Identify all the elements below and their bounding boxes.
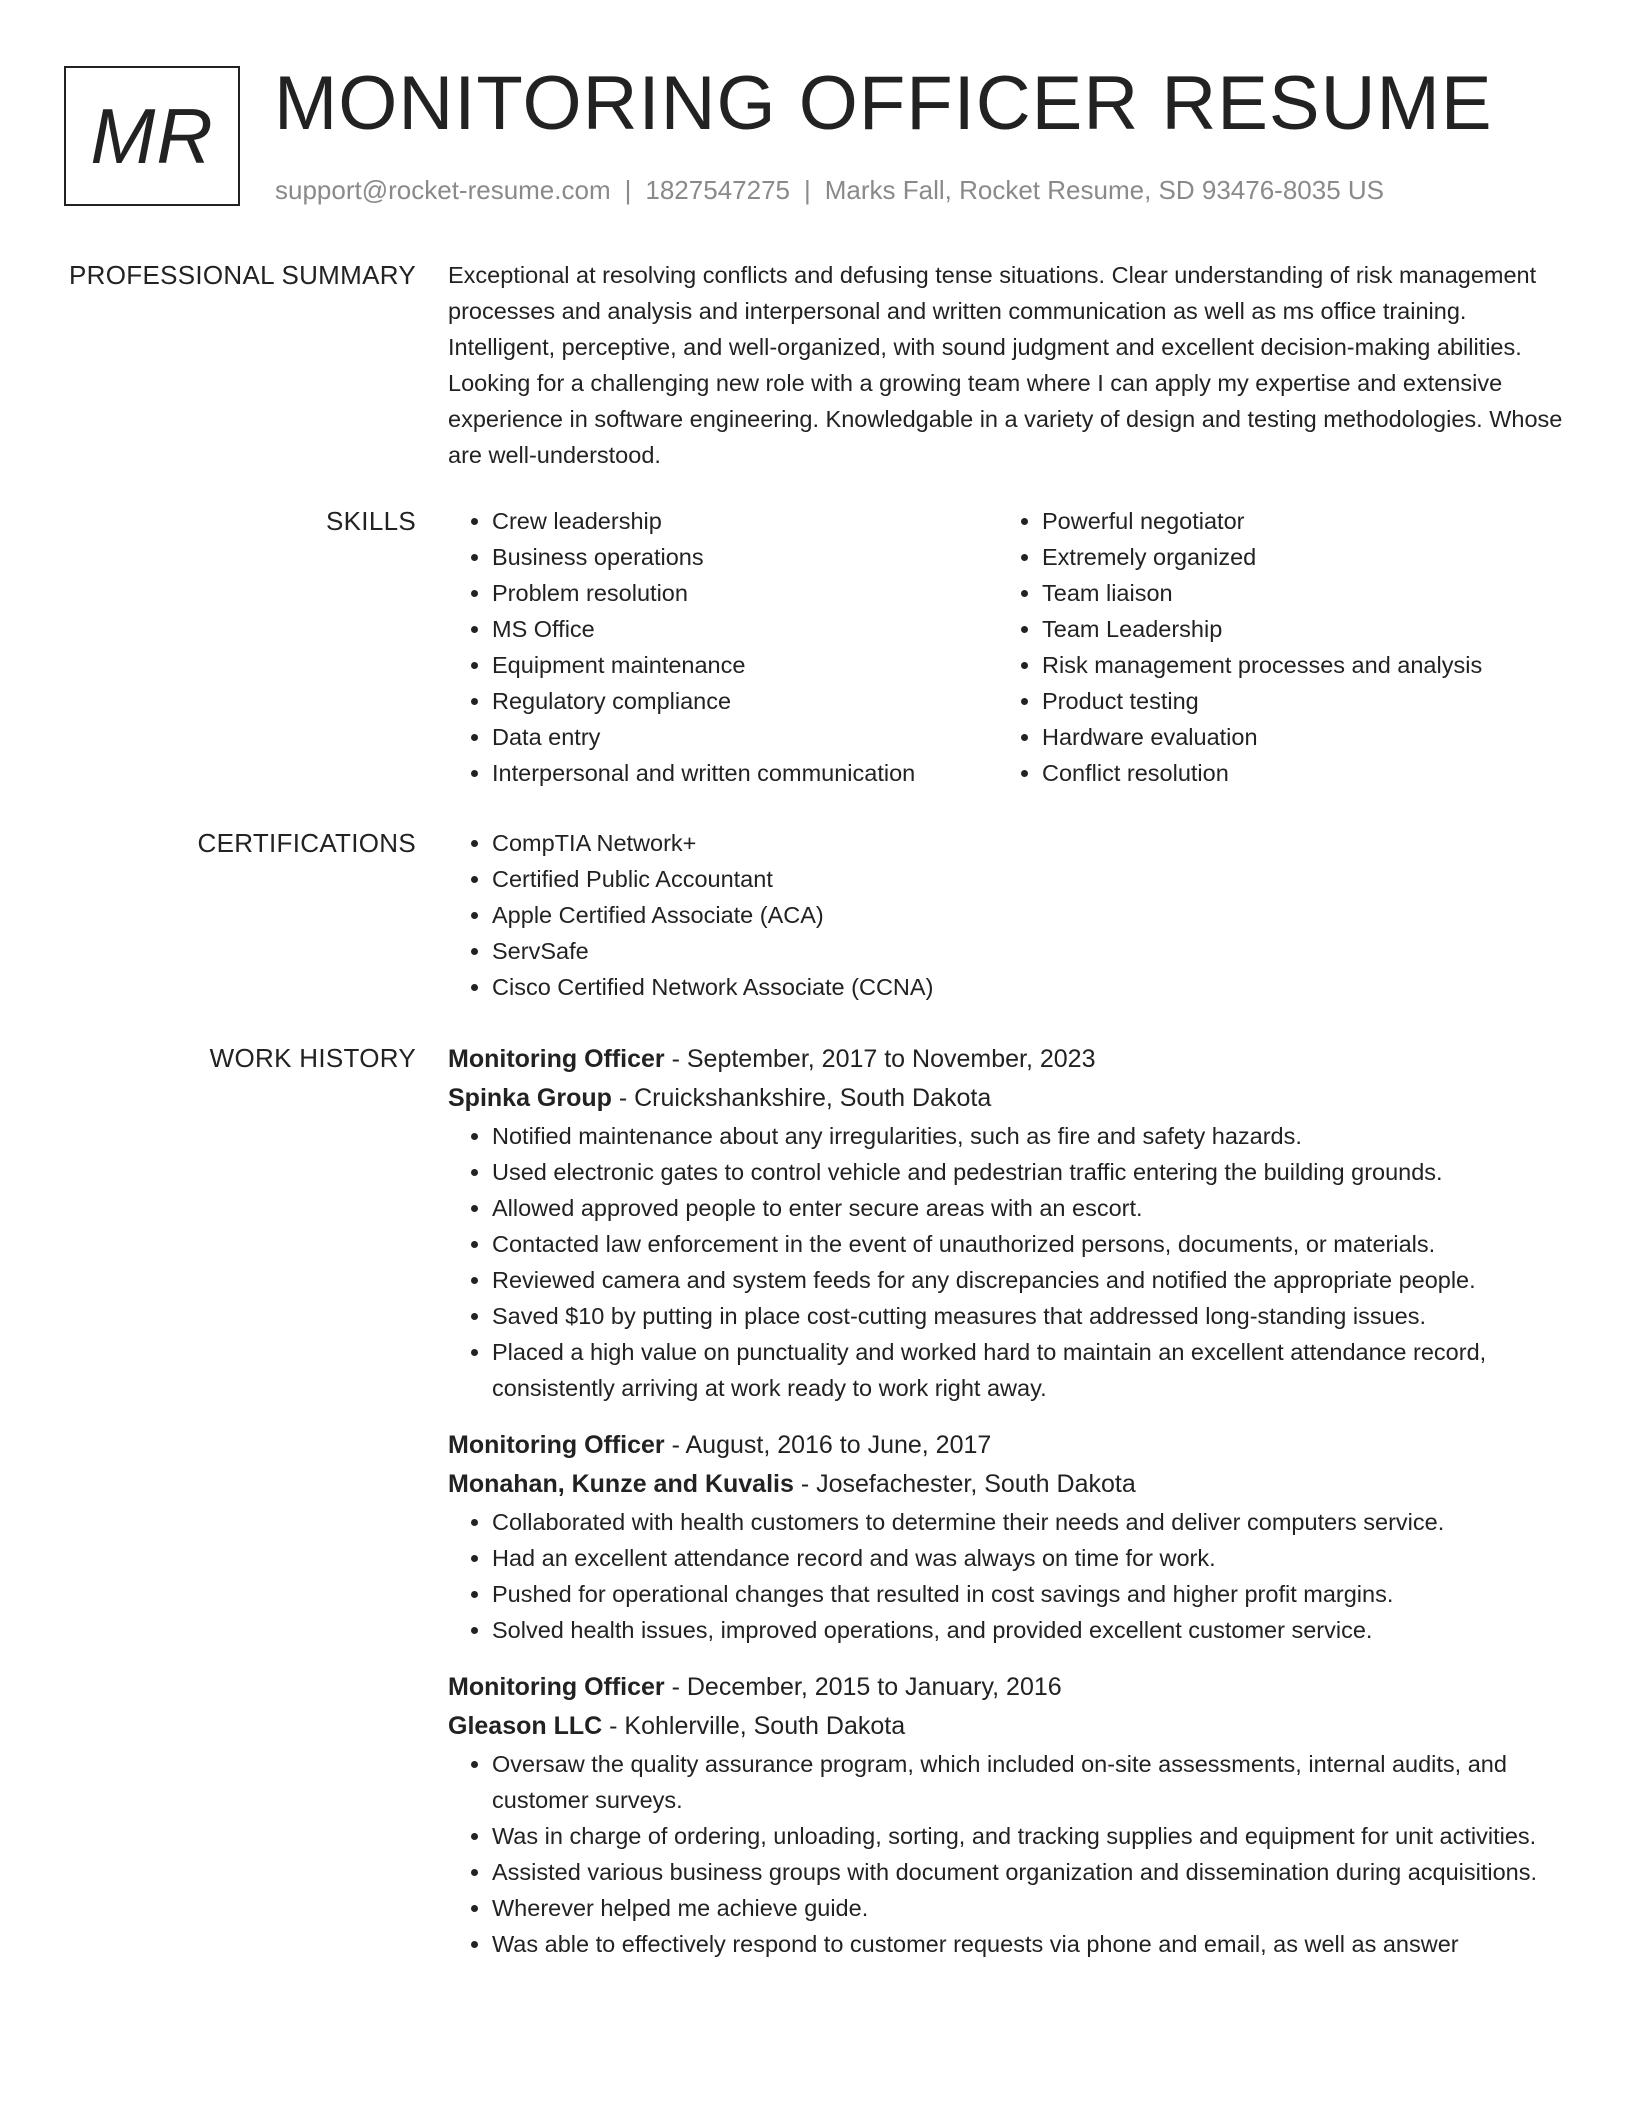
skill-item: • Conflict resolution — [1042, 755, 1548, 791]
skill-item: • Interpersonal and written communication — [492, 755, 998, 791]
job-bullet: • Saved $10 by putting in place cost-cutting measures that addressed long-standing issues. — [492, 1298, 1568, 1334]
contact-email: support@rocket-resume.com — [275, 175, 611, 205]
certification-item: • Apple Certified Associate (ACA) — [492, 897, 1568, 933]
job-bullet: • Notified maintenance about any irregularities, such as fire and safety hazards. — [492, 1118, 1568, 1154]
job-role-line — [448, 1668, 1568, 1707]
job-entry — [448, 1668, 1568, 1962]
job-entry — [448, 1426, 1568, 1648]
certifications-body — [448, 825, 1568, 1005]
certification-item: • CompTIA Network+ — [492, 825, 1568, 861]
job-bullet: • Had an excellent attendance record and was always on time for work. — [492, 1540, 1568, 1576]
resume-title: MONITORING OFFICER RESUME — [274, 61, 1493, 146]
contact-separator: | — [804, 175, 811, 205]
resume-header — [64, 61, 1584, 211]
summary-heading: PROFESSIONAL SUMMARY — [69, 260, 416, 290]
monogram-initials: MR — [90, 92, 214, 180]
job-company-line — [448, 1079, 1568, 1118]
skill-item: • Team Leadership — [1042, 611, 1548, 647]
skill-item: • Crew leadership — [492, 503, 998, 539]
job-bullet: • Placed a high value on punctuality and worked hard to maintain an excellent attendance record, consistently arriving at work ready to work right away. — [492, 1334, 1568, 1406]
job-bullet: • Pushed for operational changes that resulted in cost savings and higher profit margins. — [492, 1576, 1568, 1612]
job-dates: - September, 2017 to November, 2023 — [664, 1045, 1096, 1073]
job-bullet: • Collaborated with health customers to determine their needs and deliver computers service. — [492, 1504, 1568, 1540]
job-company-line — [448, 1707, 1568, 1746]
skills-body — [448, 503, 1568, 791]
job-location: - Kohlerville, South Dakota — [602, 1712, 906, 1740]
skill-item: • Hardware evaluation — [1042, 719, 1548, 755]
job-bullet: • Was able to effectively respond to customer requests via phone and email, as well as answer — [492, 1926, 1568, 1962]
work-history-body — [448, 1040, 1568, 1978]
summary-text: Exceptional at resolving conflicts and defusing tense situations. Clear understanding of risk management processes and analysis and interpersonal and written communication as well as ms office training. Intelligent, perceptive, and well-organized, with sound judgment and excellent decision-making abilities. Looking for a challenging new role with a growing team where I can apply my expertise and extensive experience in software engineering. Knowledgable in a variety of design and testing methodologies. Whose are well-understood. — [448, 262, 1563, 468]
job-bullet: • Oversaw the quality assurance program, which included on-site assessments, internal audits, and customer surveys. — [492, 1746, 1568, 1818]
job-bullet: • Reviewed camera and system feeds for any discrepancies and notified the appropriate people. — [492, 1262, 1568, 1298]
skill-item: • MS Office — [492, 611, 998, 647]
skill-item: • Extremely organized — [1042, 539, 1548, 575]
job-bullet: • Wherever helped me achieve guide. — [492, 1890, 1568, 1926]
job-bullet: • Solved health issues, improved operations, and provided excellent customer service. — [492, 1612, 1568, 1648]
work-history-heading: WORK HISTORY — [209, 1043, 416, 1073]
skill-item: • Risk management processes and analysis — [1042, 647, 1548, 683]
job-bullets — [448, 1504, 1568, 1648]
skill-item: • Problem resolution — [492, 575, 998, 611]
skill-item: • Regulatory compliance — [492, 683, 998, 719]
skill-item: • Business operations — [492, 539, 998, 575]
contact-address: Marks Fall, Rocket Resume, SD 93476-8035 US — [824, 175, 1384, 205]
skill-item: • Team liaison — [1042, 575, 1548, 611]
job-bullet: • Was in charge of ordering, unloading, sorting, and tracking supplies and equipment for unit activities. — [492, 1818, 1568, 1854]
job-entry — [448, 1040, 1568, 1406]
job-role: Monitoring Officer — [448, 1673, 665, 1701]
certification-item: • Certified Public Accountant — [492, 861, 1568, 897]
job-company: Monahan, Kunze and Kuvalis — [448, 1470, 794, 1498]
skill-item: • Powerful negotiator — [1042, 503, 1548, 539]
skills-list-right — [998, 503, 1548, 791]
skill-item: • Product testing — [1042, 683, 1548, 719]
skills-heading: SKILLS — [326, 506, 416, 536]
job-company-line — [448, 1465, 1568, 1504]
certifications-list — [448, 825, 1568, 1005]
certifications-heading: CERTIFICATIONS — [197, 828, 416, 858]
skill-item: • Data entry — [492, 719, 998, 755]
skills-list-left — [448, 503, 998, 791]
job-location: - Josefachester, South Dakota — [793, 1470, 1136, 1498]
job-location: - Cruickshankshire, South Dakota — [611, 1084, 992, 1112]
contact-separator: | — [624, 175, 632, 205]
job-bullet: • Contacted law enforcement in the event of unauthorized persons, documents, or materials. — [492, 1226, 1568, 1262]
monogram-box — [64, 66, 240, 206]
job-role-line — [448, 1040, 1568, 1079]
job-company: Gleason LLC — [448, 1712, 603, 1740]
skill-item: • Equipment maintenance — [492, 647, 998, 683]
job-bullets — [448, 1746, 1568, 1962]
job-bullet: • Assisted various business groups with document organization and dissemination during acquisitions. — [492, 1854, 1568, 1890]
contact-phone: 1827547275 — [645, 175, 790, 205]
job-role: Monitoring Officer — [448, 1045, 665, 1073]
job-dates: - August, 2016 to June, 2017 — [664, 1431, 992, 1459]
job-role: Monitoring Officer — [448, 1431, 665, 1459]
contact-line — [275, 174, 1384, 208]
job-company: Spinka Group — [448, 1084, 612, 1112]
job-bullets — [448, 1118, 1568, 1406]
job-bullet: • Allowed approved people to enter secure areas with an escort. — [492, 1190, 1568, 1226]
certification-item: • ServSafe — [492, 933, 1568, 969]
certification-item: • Cisco Certified Network Associate (CCNA) — [492, 969, 1568, 1005]
job-role-line — [448, 1426, 1568, 1465]
job-bullet: • Used electronic gates to control vehicle and pedestrian traffic entering the building grounds. — [492, 1154, 1568, 1190]
summary-body — [448, 257, 1568, 473]
job-dates: - December, 2015 to January, 2016 — [664, 1673, 1062, 1701]
